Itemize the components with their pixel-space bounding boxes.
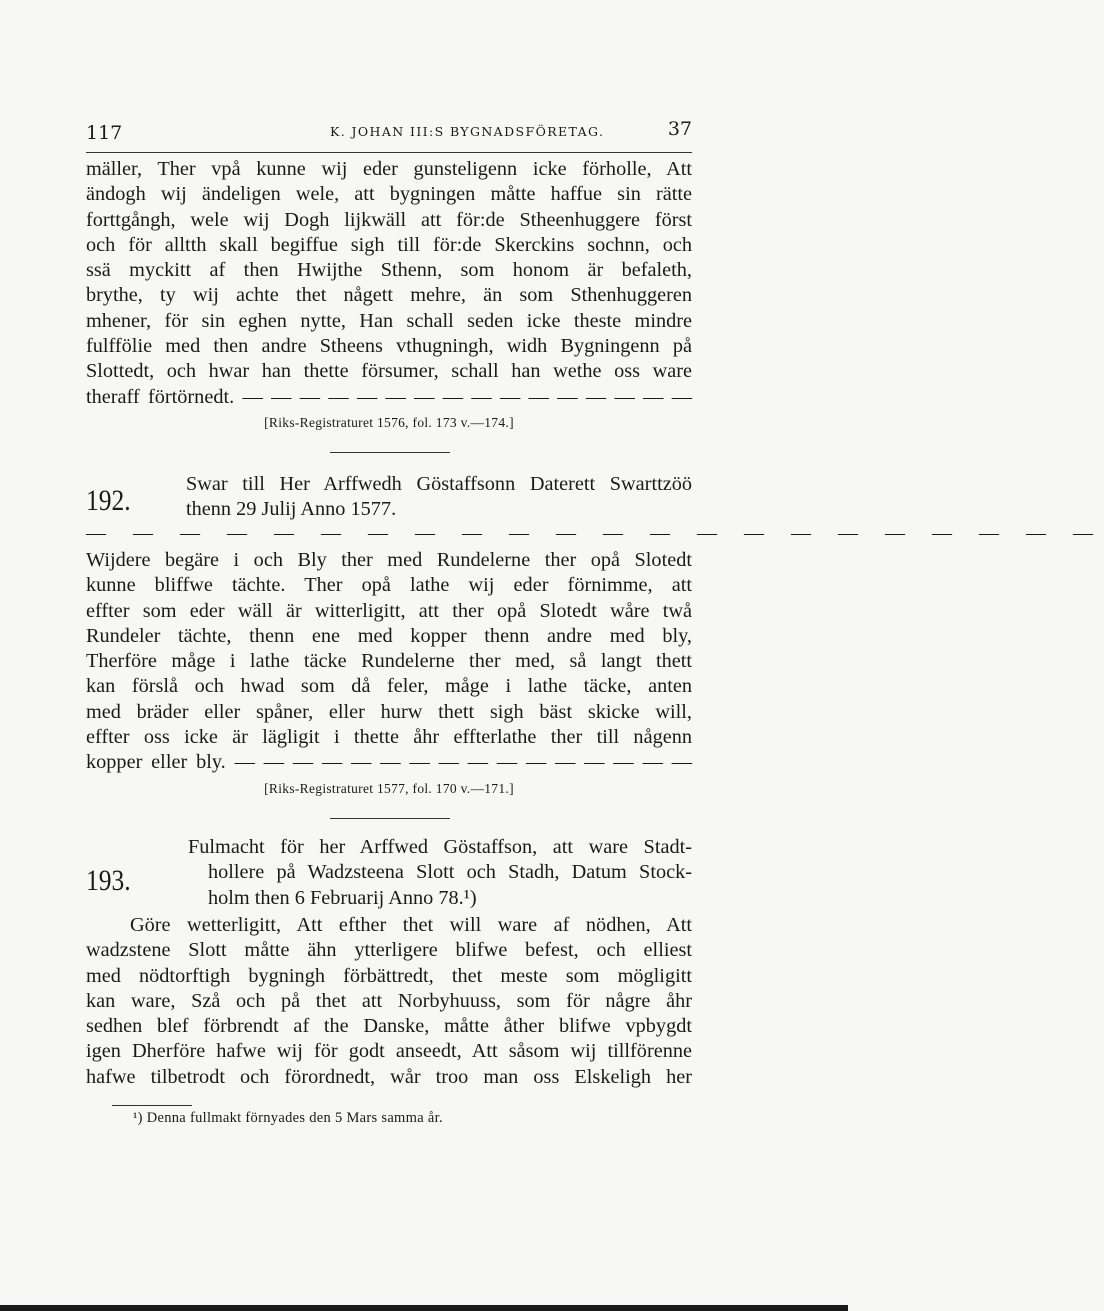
text-line: kan förslå och hwad som då feler, måge i lathe täcke, anten xyxy=(86,675,692,698)
text-line: effter oss icke är lägligit i thette åhr effterlathe ther till någenn xyxy=(86,726,692,749)
footnote-rule xyxy=(112,1105,192,1106)
title-line: hollere på Wadzsteena Slott och Stadh, Datum Stock- xyxy=(208,861,692,884)
text-line: brythe, ty wij achte thet någett mehre, än som Sthenhuggeren xyxy=(86,284,692,307)
dash-line: — — — — — — — — — — — — — — — — — — — — — — xyxy=(86,522,1104,544)
letter-number: 192. xyxy=(86,484,131,517)
page-header xyxy=(86,118,692,148)
page-number-right: 37 xyxy=(667,118,692,140)
text-line: Göre wetterligitt, Att efther thet will ware af nödhen, Att xyxy=(130,914,692,936)
text-line: effter som eder wäll är witterligitt, att ther opå Slotedt wåre twå xyxy=(86,599,692,622)
footnote: ¹) Denna fullmakt förnyades den 5 Mars samma år. xyxy=(133,1110,443,1126)
title-line: thenn 29 Julij Anno 1577. xyxy=(186,498,397,521)
text-line: med bräder eller spåner, eller hurw thett sigh bäst skicke will, xyxy=(86,700,692,723)
text-line: Therföre måge i lathe täcke Rundelerne ther med, så langt thett xyxy=(86,650,692,673)
running-title: K. JOHAN III:S BYGNADSFÖRETAG. xyxy=(330,124,605,139)
text-line: med nödtorftigh bygningh förbättredt, thet meste som mögligitt xyxy=(86,964,692,987)
text-line: forttgångh, wele wij Dogh lijkwäll att för:de Stheenhuggere först xyxy=(86,208,692,231)
title-line: holm then 6 Februarij Anno 78.¹) xyxy=(208,886,477,909)
source-citation: [Riks-Registraturet 1576, fol. 173 v.—174.] xyxy=(264,415,514,430)
text-line: kan ware, Szå och på thet att Norbyhuuss, som för någre åhr xyxy=(86,989,692,1012)
source-citation: [Riks-Registraturet 1577, fol. 170 v.—171.] xyxy=(264,781,514,796)
letter-title xyxy=(186,472,692,523)
letter-title xyxy=(186,835,692,911)
letter-192-body xyxy=(86,548,692,776)
text-line: mhener, för sin eghen nytte, Han schall seden icke theste mindre xyxy=(86,309,692,332)
title-line: Swar till Her Arffwedh Göstaffsonn Daterett Swarttzöö xyxy=(186,473,692,495)
text-line: sedhen blef förbrendt af the Danske, måtte åther blifwe vpbygdt xyxy=(86,1015,692,1038)
text-line: wadzstene Slott måtte ähn ytterligere blifwe befest, och elliest xyxy=(86,939,692,962)
header-rule xyxy=(86,152,692,153)
text-line: igen Dherföre hafwe wij för godt anseedt, Att såsom wij tillförenne xyxy=(86,1040,692,1063)
text-line: Rundeler tächte, thenn ene med kopper thenn andre med bly, xyxy=(86,624,692,647)
section-separator xyxy=(330,818,450,819)
text-line: mäller, Ther vpå kunne wij eder gunsteligenn icke förholle, Att xyxy=(86,158,692,180)
text-line: ändogh wij ändeligen wele, att bygningen måtte haffue sin rätte xyxy=(86,183,692,206)
text-line: theraff förtörnedt. — — — — — — — — — — — — — — — — xyxy=(86,385,692,408)
text-line: Wijdere begäre i och Bly ther med Rundelerne ther opå Slotedt xyxy=(86,549,692,571)
text-line: hafwe tilbetrodt och förordnedt, wår troo man oss Elskeligh her xyxy=(86,1065,692,1088)
letter-number: 193. xyxy=(86,864,131,897)
section-separator xyxy=(330,452,450,453)
text-line: ssä myckitt af then Hwijthe Sthenn, som honom är befaleth, xyxy=(86,259,692,282)
text-line: kunne bliffwe tächte. Ther opå lathe wij eder förnimme, att xyxy=(86,574,692,597)
text-line: fulffölie med then andre Stheens vthugningh, widh Bygningenn på xyxy=(86,335,692,358)
letter-193-body xyxy=(86,913,692,1090)
title-line: Fulmacht för her Arffwed Göstaffson, att ware Stadt- xyxy=(188,836,692,858)
page-number-left: 117 xyxy=(86,122,123,144)
text-line: Slottedt, och hwar han thette försumer, schall han wethe oss ware xyxy=(86,360,692,383)
scan-edge xyxy=(0,1305,848,1311)
text-line: kopper eller bly. — — — — — — — — — — — — — — — — xyxy=(86,751,692,774)
prev-letter-body xyxy=(86,157,692,410)
text-line: och för alltth skall begiffue sigh till för:de Skerckins sochnn, och xyxy=(86,233,692,256)
